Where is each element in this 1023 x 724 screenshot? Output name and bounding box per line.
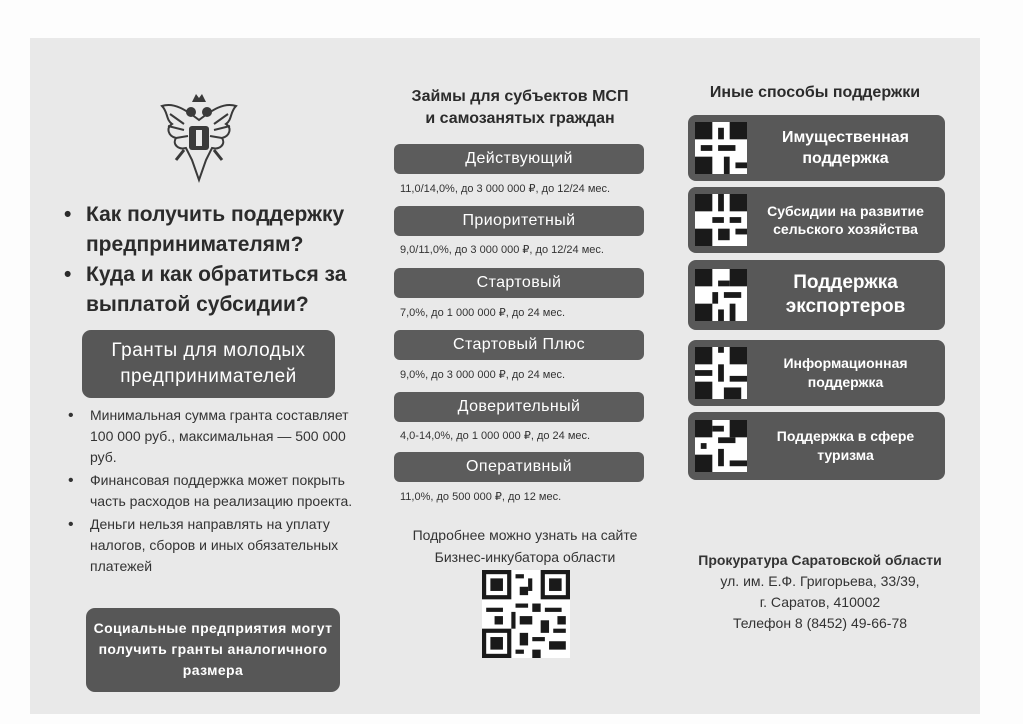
question-item: • Как получить поддержку предпринимателям? bbox=[64, 200, 364, 260]
loan-terms: 11,0%, до 500 000 ₽, до 12 мес. bbox=[400, 491, 562, 503]
loan-bar-prioritetny: Приоритетный bbox=[394, 206, 644, 236]
support-card-line: сельского хозяйства bbox=[773, 221, 918, 237]
support-card-agriculture[interactable] bbox=[688, 187, 945, 253]
support-card-line: туризма bbox=[817, 447, 874, 463]
grant-bullet: • Финансовая поддержка может покрыть часть расходов на реализацию проекта. bbox=[66, 470, 356, 512]
prosecutor-emblem-icon bbox=[156, 90, 242, 186]
support-heading: Иные способы поддержки bbox=[709, 84, 921, 101]
support-card-line: поддержка bbox=[807, 374, 884, 390]
support-card-line: Имущественная bbox=[781, 129, 910, 146]
loan-bar-deystvuyushchiy: Действующий bbox=[394, 144, 644, 174]
more-info-line: Бизнес-инкубатора области bbox=[434, 549, 616, 565]
qr-code-icon bbox=[695, 420, 747, 472]
support-card-line: экспортеров bbox=[785, 296, 906, 317]
loan-bar-startovy-plus: Стартовый Плюс bbox=[394, 330, 644, 360]
more-info-line: Подробнее можно узнать на сайте bbox=[412, 527, 638, 543]
city-address: г. Саратов, 410002 bbox=[759, 594, 881, 610]
support-card-line: Субсидии на развитие bbox=[767, 203, 924, 219]
support-card-label bbox=[752, 427, 939, 465]
phone-number[interactable]: Телефон 8 (8452) 49-66-78 bbox=[732, 615, 908, 631]
support-card-line: Информационная bbox=[783, 355, 908, 371]
more-info-text bbox=[380, 524, 670, 568]
loan-terms: 7,0%, до 1 000 000 ₽, до 24 мес. bbox=[400, 307, 565, 319]
support-card-line: Поддержка в сфере bbox=[776, 428, 915, 444]
street-address: ул. им. Е.Ф. Григорьева, 33/39, bbox=[720, 573, 920, 589]
grant-bullets bbox=[66, 405, 356, 579]
questions-list bbox=[64, 200, 364, 320]
qr-code-icon bbox=[695, 122, 747, 174]
social-enterprise-note: Социальные предприятия могут получить гранты аналогичного размера bbox=[86, 608, 340, 692]
loan-bar-doveritelny: Доверительный bbox=[394, 392, 644, 422]
support-card-information[interactable] bbox=[688, 340, 945, 406]
support-card-label bbox=[752, 354, 939, 392]
loan-terms: 4,0-14,0%, до 1 000 000 ₽, до 24 мес. bbox=[400, 430, 591, 442]
grant-bullet: • Минимальная сумма гранта составляет 100 000 руб., максимальная — 500 000 руб. bbox=[66, 405, 356, 468]
grant-title-badge: Гранты для молодых предпринимателей bbox=[82, 330, 335, 398]
qr-code-icon bbox=[695, 347, 747, 399]
loans-heading-line: Займы для субъектов МСП bbox=[411, 88, 629, 105]
loan-bar-startovy: Стартовый bbox=[394, 268, 644, 298]
loan-terms: 9,0%, до 3 000 000 ₽, до 24 мес. bbox=[400, 369, 565, 381]
question-item: • Куда и как обратиться за выплатой субсидии? bbox=[64, 260, 364, 320]
org-name: Прокуратура Саратовской области bbox=[698, 552, 942, 568]
support-card-line: поддержка bbox=[802, 150, 889, 167]
support-card-label bbox=[752, 127, 939, 169]
support-card-label bbox=[752, 202, 939, 238]
support-card-exporters[interactable] bbox=[688, 260, 945, 330]
loan-terms: 9,0/11,0%, до 3 000 000 ₽, до 12/24 мес. bbox=[400, 244, 604, 256]
loans-heading-line: и самозанятых граждан bbox=[425, 110, 615, 127]
contacts-block bbox=[680, 550, 960, 634]
loan-terms: 11,0/14,0%, до 3 000 000 ₽, до 12/24 мес. bbox=[400, 183, 611, 195]
incubator-qr-code[interactable] bbox=[482, 570, 570, 658]
support-card-label bbox=[752, 271, 939, 319]
support-card-tourism[interactable] bbox=[688, 412, 945, 480]
support-card-property[interactable] bbox=[688, 115, 945, 181]
support-card-line: Поддержка bbox=[793, 272, 898, 293]
loans-heading bbox=[380, 86, 660, 130]
grant-bullet: • Деньги нельзя направлять на уплату налогов, сборов и иных обязательных платежей bbox=[66, 514, 356, 577]
loan-bar-operativny: Оперативный bbox=[394, 452, 644, 482]
qr-code-icon bbox=[695, 269, 747, 321]
qr-code-icon bbox=[695, 194, 747, 246]
